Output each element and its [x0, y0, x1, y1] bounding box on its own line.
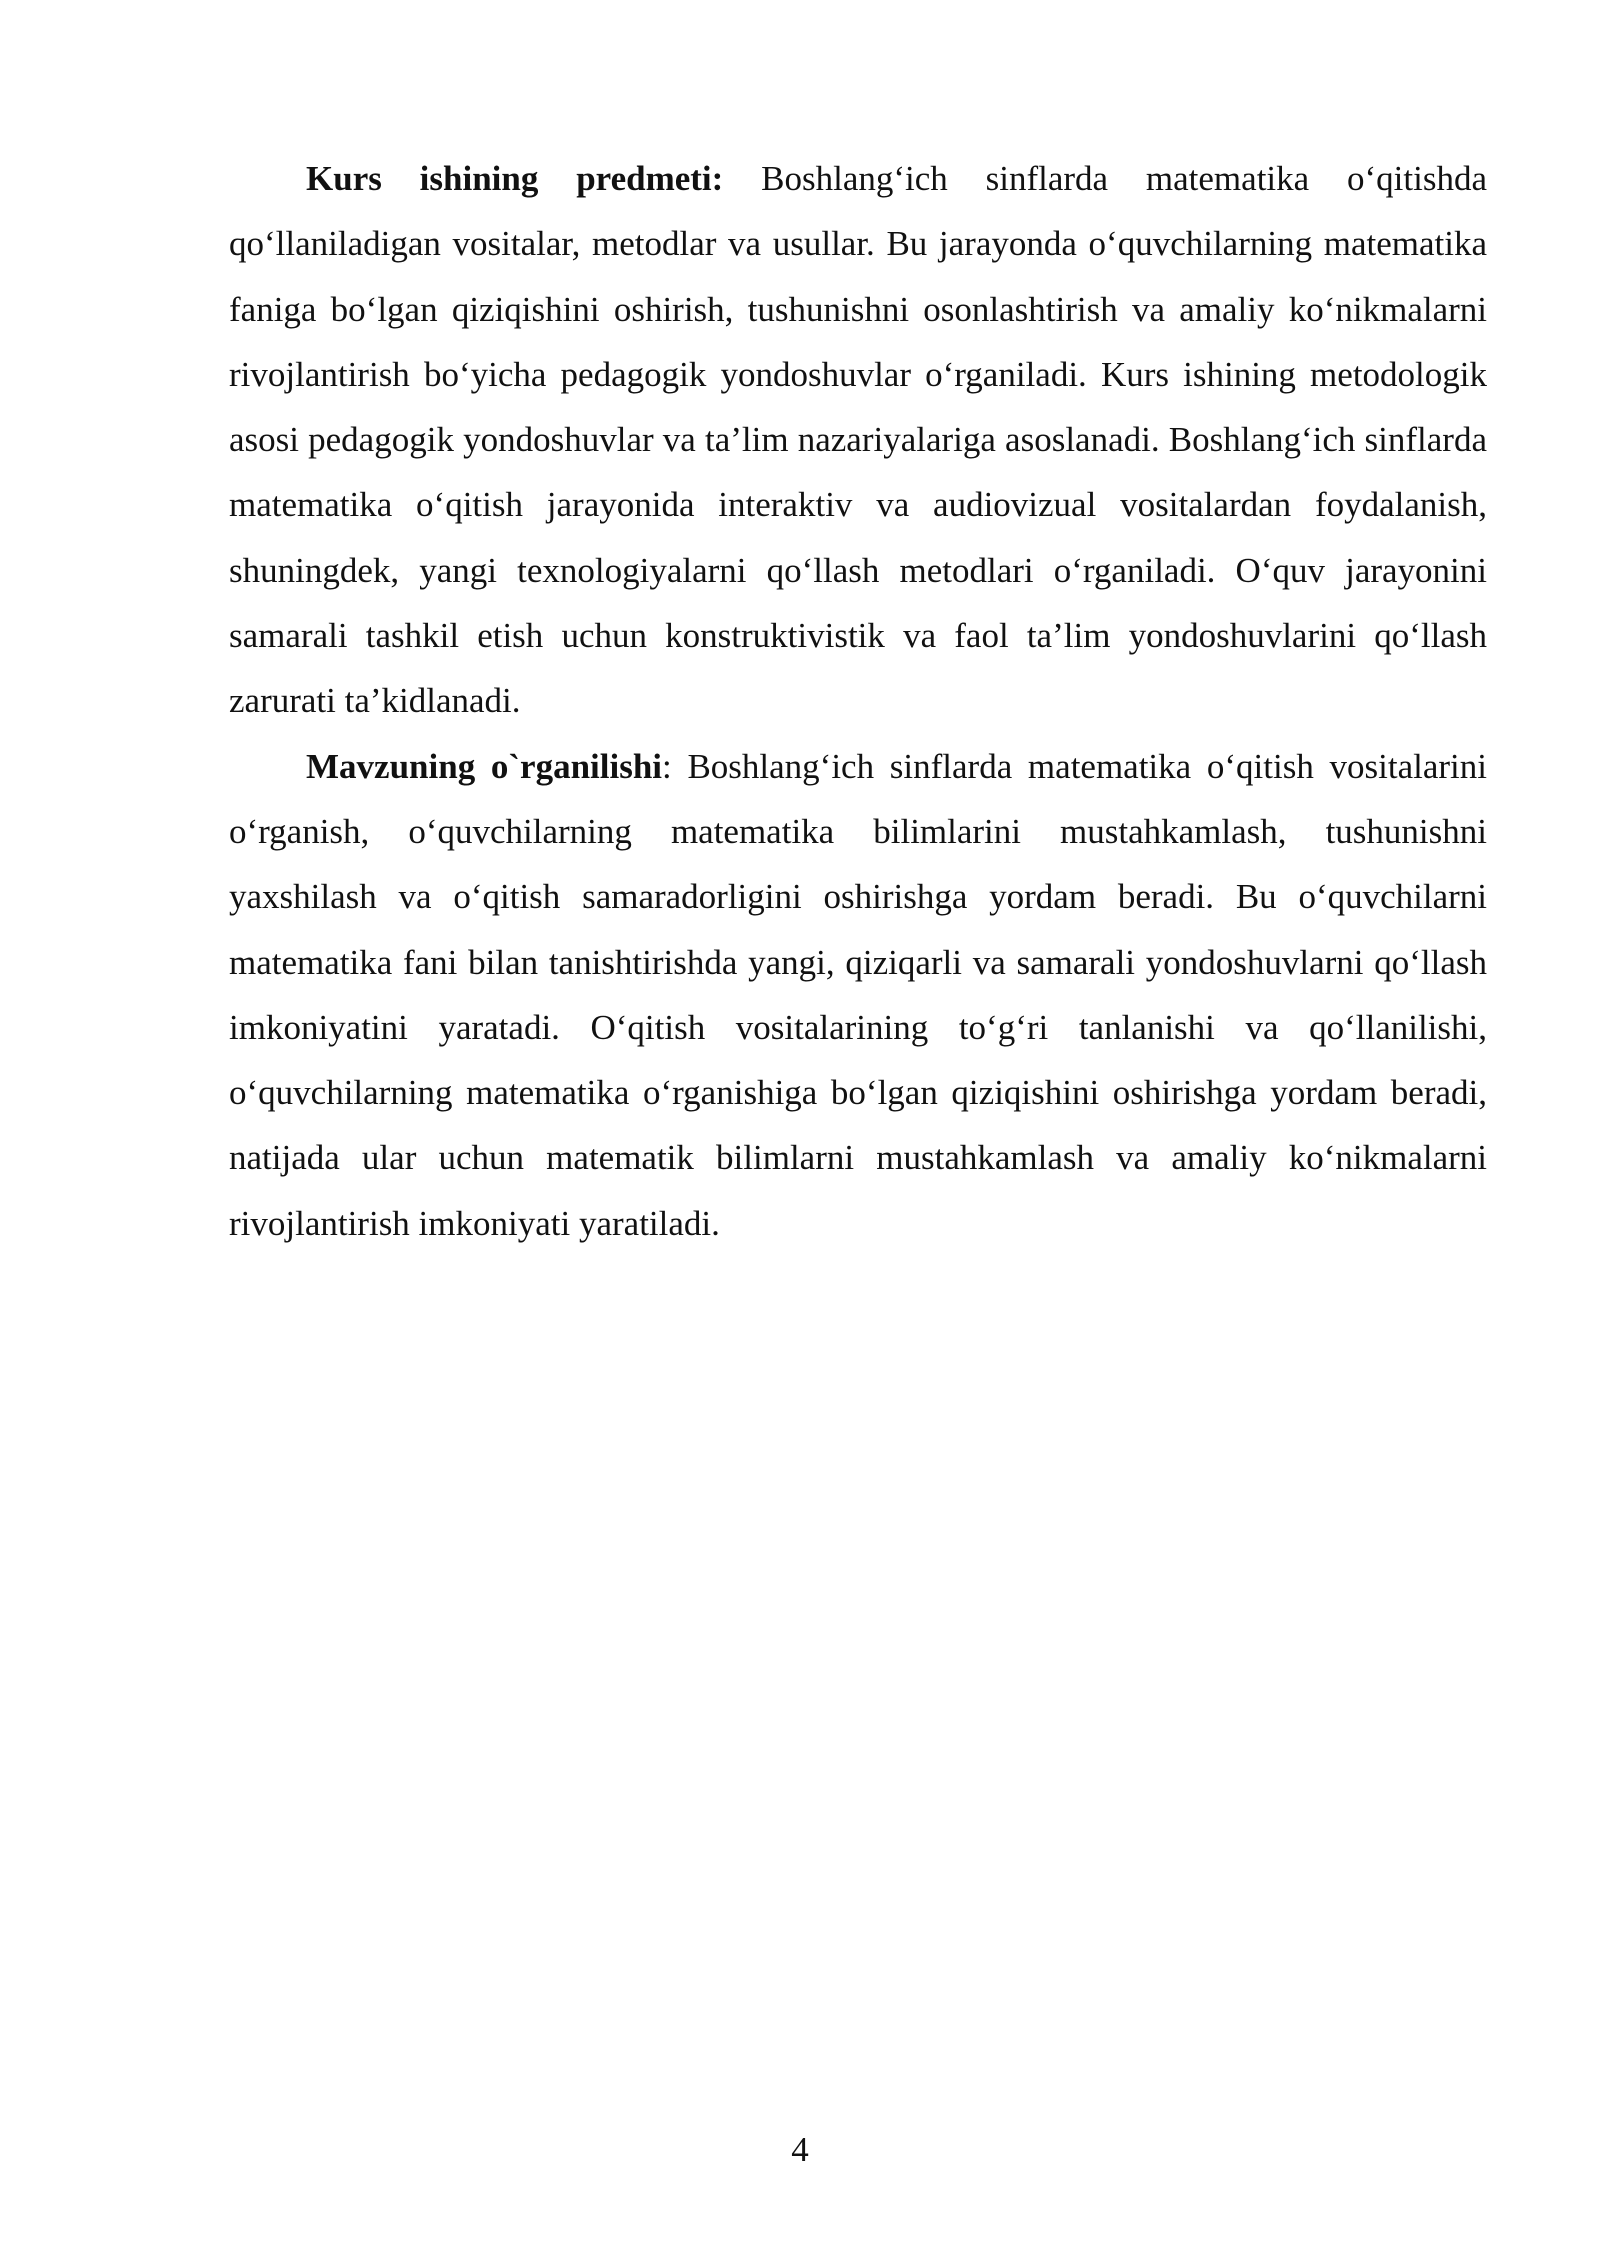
paragraph-text-study: Boshlang‘ich sinflarda matematika o‘qitish vositalarini o‘rganish, o‘quvchilarning matematika bilimlarini mustahkamlash, tushunishni yaxshilash va o‘qitish samaradorligini oshirishga yordam beradi. Bu o‘quvchilarni matematika fani bilan tanishtirishda yangi, qiziqarli va samarali yondoshuvlarni qo‘llash imkoniyatini yaratadi. O‘qitish vositalarining to‘g‘ri tanlanishi va qo‘llanilishi, o‘quvchilarning matematika o‘rganishiga bo‘lgan qiziqishini oshirishga yordam beradi, natijada ular uchun matematik bilimlarni mustahkamlash va amaliy ko‘nikmalarni rivojlantirish imkoniyati yaratiladi.: [229, 746, 1487, 1243]
paragraph-heading-subject: Kurs ishining predmeti:: [306, 159, 724, 198]
paragraph-text-subject: Boshlang‘ich sinflarda matematika o‘qitishda qo‘llaniladigan vositalar, metodlar va usullar. Bu jarayonda o‘quvchilarning matematika faniga bo‘lgan qiziqishini oshirish, tushunishni osonlashtirish va amaliy ko‘nikmalarni rivojlantirish bo‘yicha pedagogik yondoshuvlar o‘rganiladi. Kurs ishining metodologik asosi pedagogik yondoshuvlar va ta’lim nazariyalariga asoslanadi. Boshlang‘ich sinflarda matematika o‘qitish jarayonida interaktiv va audiovizual vositalardan foydalanish, shuningdek, yangi texnologiyalarni qo‘llash metodlari o‘rganiladi. O‘quv jarayonini samarali tashkil etish uchun konstruktivistik va faol ta’lim yondoshuvlarini qo‘llash zarurati ta’kidlanadi.: [229, 159, 1487, 721]
page-number: 4: [791, 2130, 809, 2169]
heading-separator: :: [662, 746, 688, 786]
paragraph-study: [229, 734, 1487, 1256]
paragraph-subject: [229, 146, 1487, 734]
paragraph-heading-study: Mavzuning o`rganilishi: [306, 746, 663, 786]
page-body: [229, 146, 1487, 1256]
heading-separator: [723, 159, 761, 198]
